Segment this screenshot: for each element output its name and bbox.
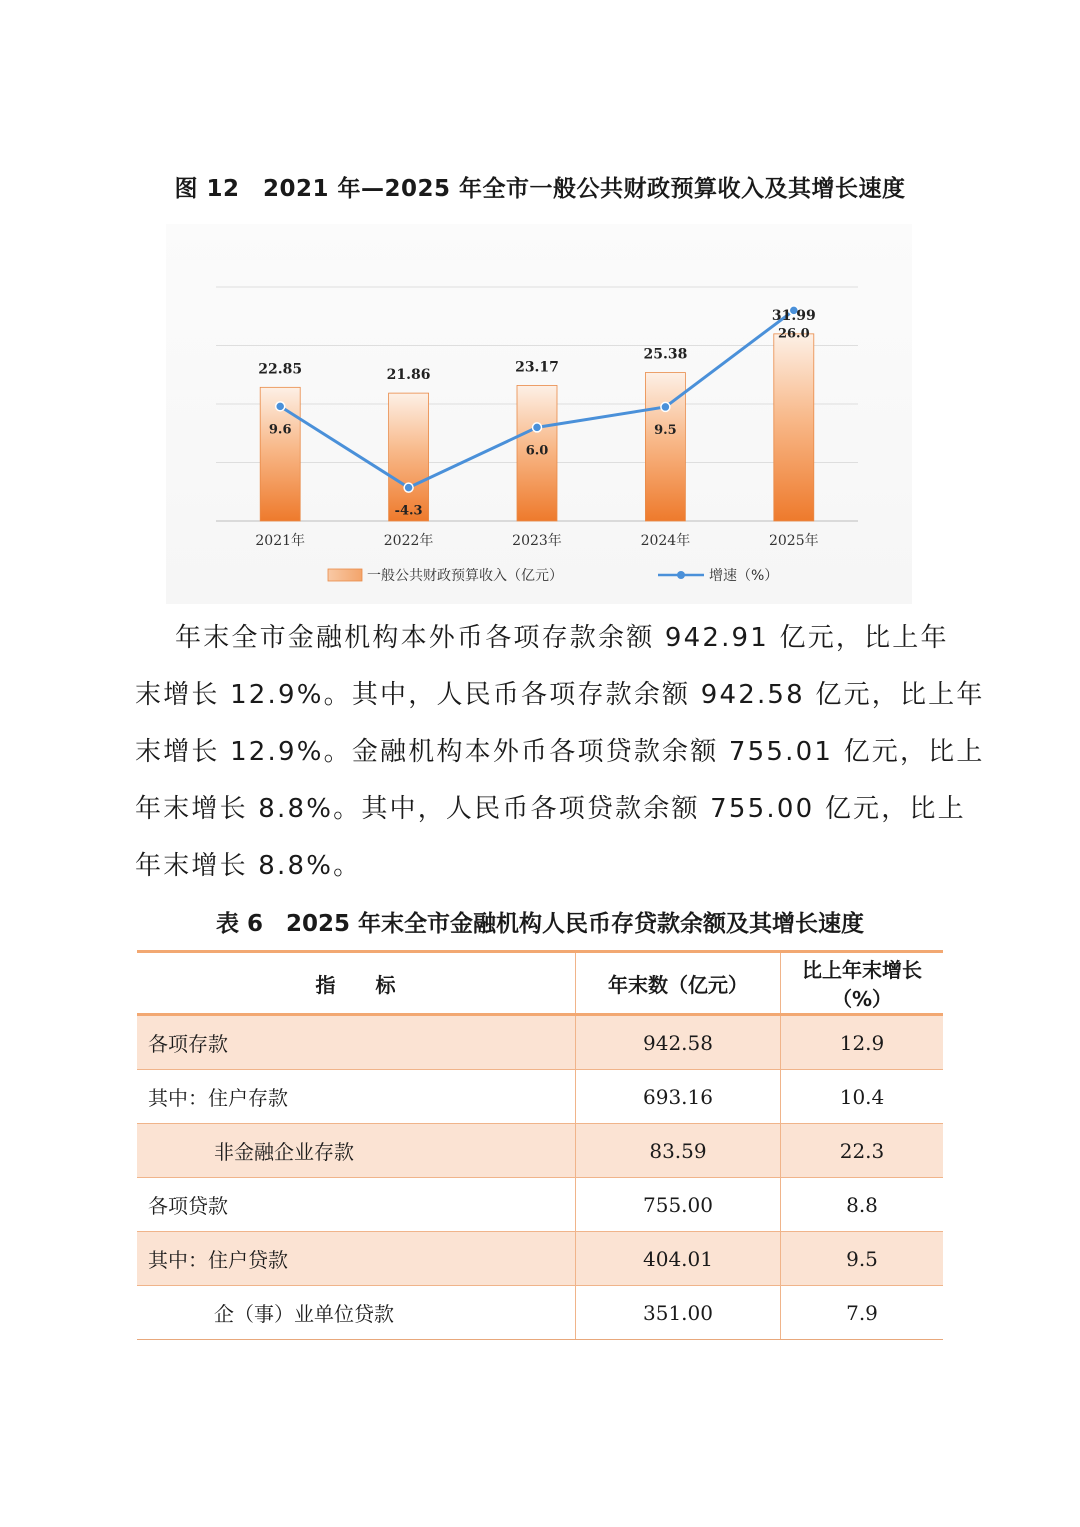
row-value: 693.16	[576, 1070, 781, 1124]
growth-value-label: -4.3	[394, 503, 423, 519]
bar-value-label: 22.85	[258, 361, 303, 378]
x-tick-label: 2021年	[255, 533, 306, 549]
legend-bar-label: 一般公共财政预算收入（亿元）	[367, 568, 563, 584]
header-indicator: 指 标	[137, 952, 576, 1015]
row-value: 83.59	[576, 1124, 781, 1178]
legend-line-marker	[677, 571, 685, 579]
growth-value-label: 9.5	[654, 422, 677, 438]
row-label: 企（事）业单位贷款	[137, 1286, 576, 1340]
row-label: 各项存款	[137, 1015, 576, 1070]
growth-point	[661, 402, 670, 411]
row-value: 755.00	[576, 1178, 781, 1232]
row-label: 非金融企业存款	[137, 1124, 576, 1178]
growth-point	[404, 483, 413, 492]
legend-bar-swatch	[328, 569, 362, 581]
chart	[166, 224, 912, 604]
table-header-row	[137, 952, 943, 1015]
row-value: 351.00	[576, 1286, 781, 1340]
paragraph-line: 末增长 12.9%。其中，人民币各项存款余额 942.58 亿元，比上年	[135, 680, 985, 710]
body-paragraph	[135, 610, 985, 895]
bar-value-label: 31.99	[771, 307, 816, 324]
table-title: 表 6 2025 年末全市金融机构人民币存贷款余额及其增长速度	[215, 911, 865, 937]
header-growth: 比上年末增长（%）	[781, 952, 944, 1015]
row-label: 其中：住户贷款	[137, 1232, 576, 1286]
bar	[774, 334, 814, 521]
bar-value-label: 25.38	[643, 346, 688, 363]
row-growth: 22.3	[781, 1124, 944, 1178]
bar	[389, 393, 429, 521]
figure-title: 图 12 2021 年—2025 年全市一般公共财政预算收入及其增长速度	[174, 176, 906, 202]
growth-value-label: 6.0	[525, 443, 549, 459]
x-tick-label: 2022年	[383, 533, 434, 549]
bar-value-label: 23.17	[515, 359, 559, 376]
row-label: 其中：住户存款	[137, 1070, 576, 1124]
paragraph-line: 末增长 12.9%。金融机构本外币各项贷款余额 755.01 亿元，比上	[135, 737, 985, 767]
x-tick-label: 2024年	[640, 533, 691, 549]
table-row	[137, 1124, 943, 1178]
paragraph-line: 年末增长 8.8%。	[135, 851, 362, 881]
paragraph-line: 年末增长 8.8%。其中，人民币各项贷款余额 755.00 亿元，比上	[135, 794, 966, 824]
table-row	[137, 1070, 943, 1124]
row-growth: 9.5	[781, 1232, 944, 1286]
table-row	[137, 1286, 943, 1340]
row-growth: 10.4	[781, 1070, 944, 1124]
deposit-loan-table	[137, 950, 943, 1340]
row-value: 404.01	[576, 1232, 781, 1286]
bar-value-label: 21.86	[386, 367, 431, 384]
row-growth: 8.8	[781, 1178, 944, 1232]
header-year-end-value: 年末数（亿元）	[576, 952, 781, 1015]
paragraph-line: 年末全市金融机构本外币各项存款余额 942.91 亿元，比上年	[175, 623, 949, 653]
growth-value-label: 9.6	[268, 422, 292, 438]
x-tick-label: 2023年	[512, 533, 562, 549]
table-row	[137, 1178, 943, 1232]
table-row	[137, 1015, 943, 1070]
growth-value-label: 26.0	[777, 326, 810, 342]
chart-svg	[166, 224, 912, 604]
growth-point	[533, 423, 542, 432]
row-growth: 12.9	[781, 1015, 944, 1070]
legend-line-label: 增速（%）	[709, 568, 779, 584]
row-label: 各项贷款	[137, 1178, 576, 1232]
row-value: 942.58	[576, 1015, 781, 1070]
growth-point	[276, 402, 285, 411]
row-growth: 7.9	[781, 1286, 944, 1340]
table-row	[137, 1232, 943, 1286]
x-tick-label: 2025年	[768, 533, 819, 549]
